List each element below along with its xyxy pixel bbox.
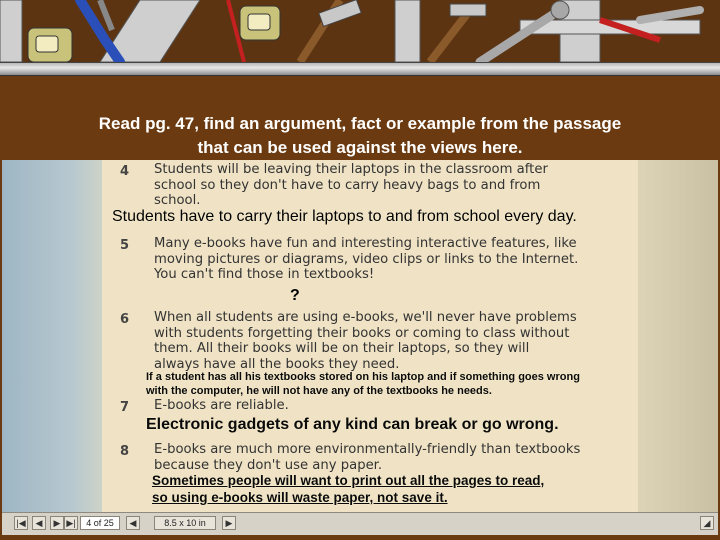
- item-number: 4: [120, 164, 130, 179]
- previous-page-icon[interactable]: ◀: [32, 516, 46, 530]
- passage-item: Students will be leaving their laptops in the classroom after school so they don't have to carry heavy bags to and from school.: [154, 162, 548, 209]
- scroll-right-icon[interactable]: ▶: [222, 516, 236, 530]
- passage-item: E-books are much more environmentally-friendly than textbooks because they don't use any paper.: [154, 442, 581, 473]
- last-page-icon[interactable]: ▶|: [64, 516, 78, 530]
- resize-handle-icon[interactable]: ◢: [700, 516, 714, 530]
- instruction-line-2: that can be used against the views here.: [197, 138, 523, 157]
- passage-item: When all students are using e-books, we'll never have problems with students forgetting their books or coming to class without them. All their books will be on their laptops, so they will always have all the books they need.: [154, 310, 577, 372]
- instruction-heading: [40, 112, 680, 160]
- annotation-item-5: ?: [290, 287, 300, 304]
- item-number: 7: [120, 400, 130, 415]
- page-number-field[interactable]: 4 of 25: [80, 516, 120, 530]
- annotation-item-4: Students have to carry their laptops to and from school every day.: [112, 208, 577, 225]
- banner-divider: [0, 62, 720, 76]
- document-viewer[interactable]: [2, 160, 718, 528]
- page-size-indicator[interactable]: 8.5 x 10 in: [154, 516, 216, 530]
- viewer-toolbar: [2, 512, 718, 535]
- item-number: 6: [120, 312, 130, 327]
- tools-banner: [0, 0, 720, 62]
- item-number: 5: [120, 238, 130, 253]
- instruction-line-1: Read pg. 47, find an argument, fact or example from the passage: [98, 114, 622, 133]
- annotation-item-6: If a student has all his textbooks stored on his laptop and if something goes wrong with the computer, he will not have any of the textbooks he needs.: [146, 371, 580, 397]
- item-number: 8: [120, 444, 130, 459]
- first-page-icon[interactable]: |◀: [14, 516, 28, 530]
- passage-item: Many e-books have fun and interesting interactive features, like moving pictures or diagrams, video clips or links to the Internet. You can't find those in textbooks!: [154, 236, 579, 283]
- next-page-icon[interactable]: ▶: [50, 516, 64, 530]
- scroll-left-icon[interactable]: ◀: [126, 516, 140, 530]
- annotation-item-8: Sometimes people will want to print out all the pages to read, so using e-books will waste paper, not save it.: [152, 473, 545, 505]
- viewer-left-margin: [2, 160, 102, 528]
- annotation-item-7: Electronic gadgets of any kind can break or go wrong.: [146, 416, 559, 433]
- passage-item: E-books are reliable.: [154, 398, 289, 413]
